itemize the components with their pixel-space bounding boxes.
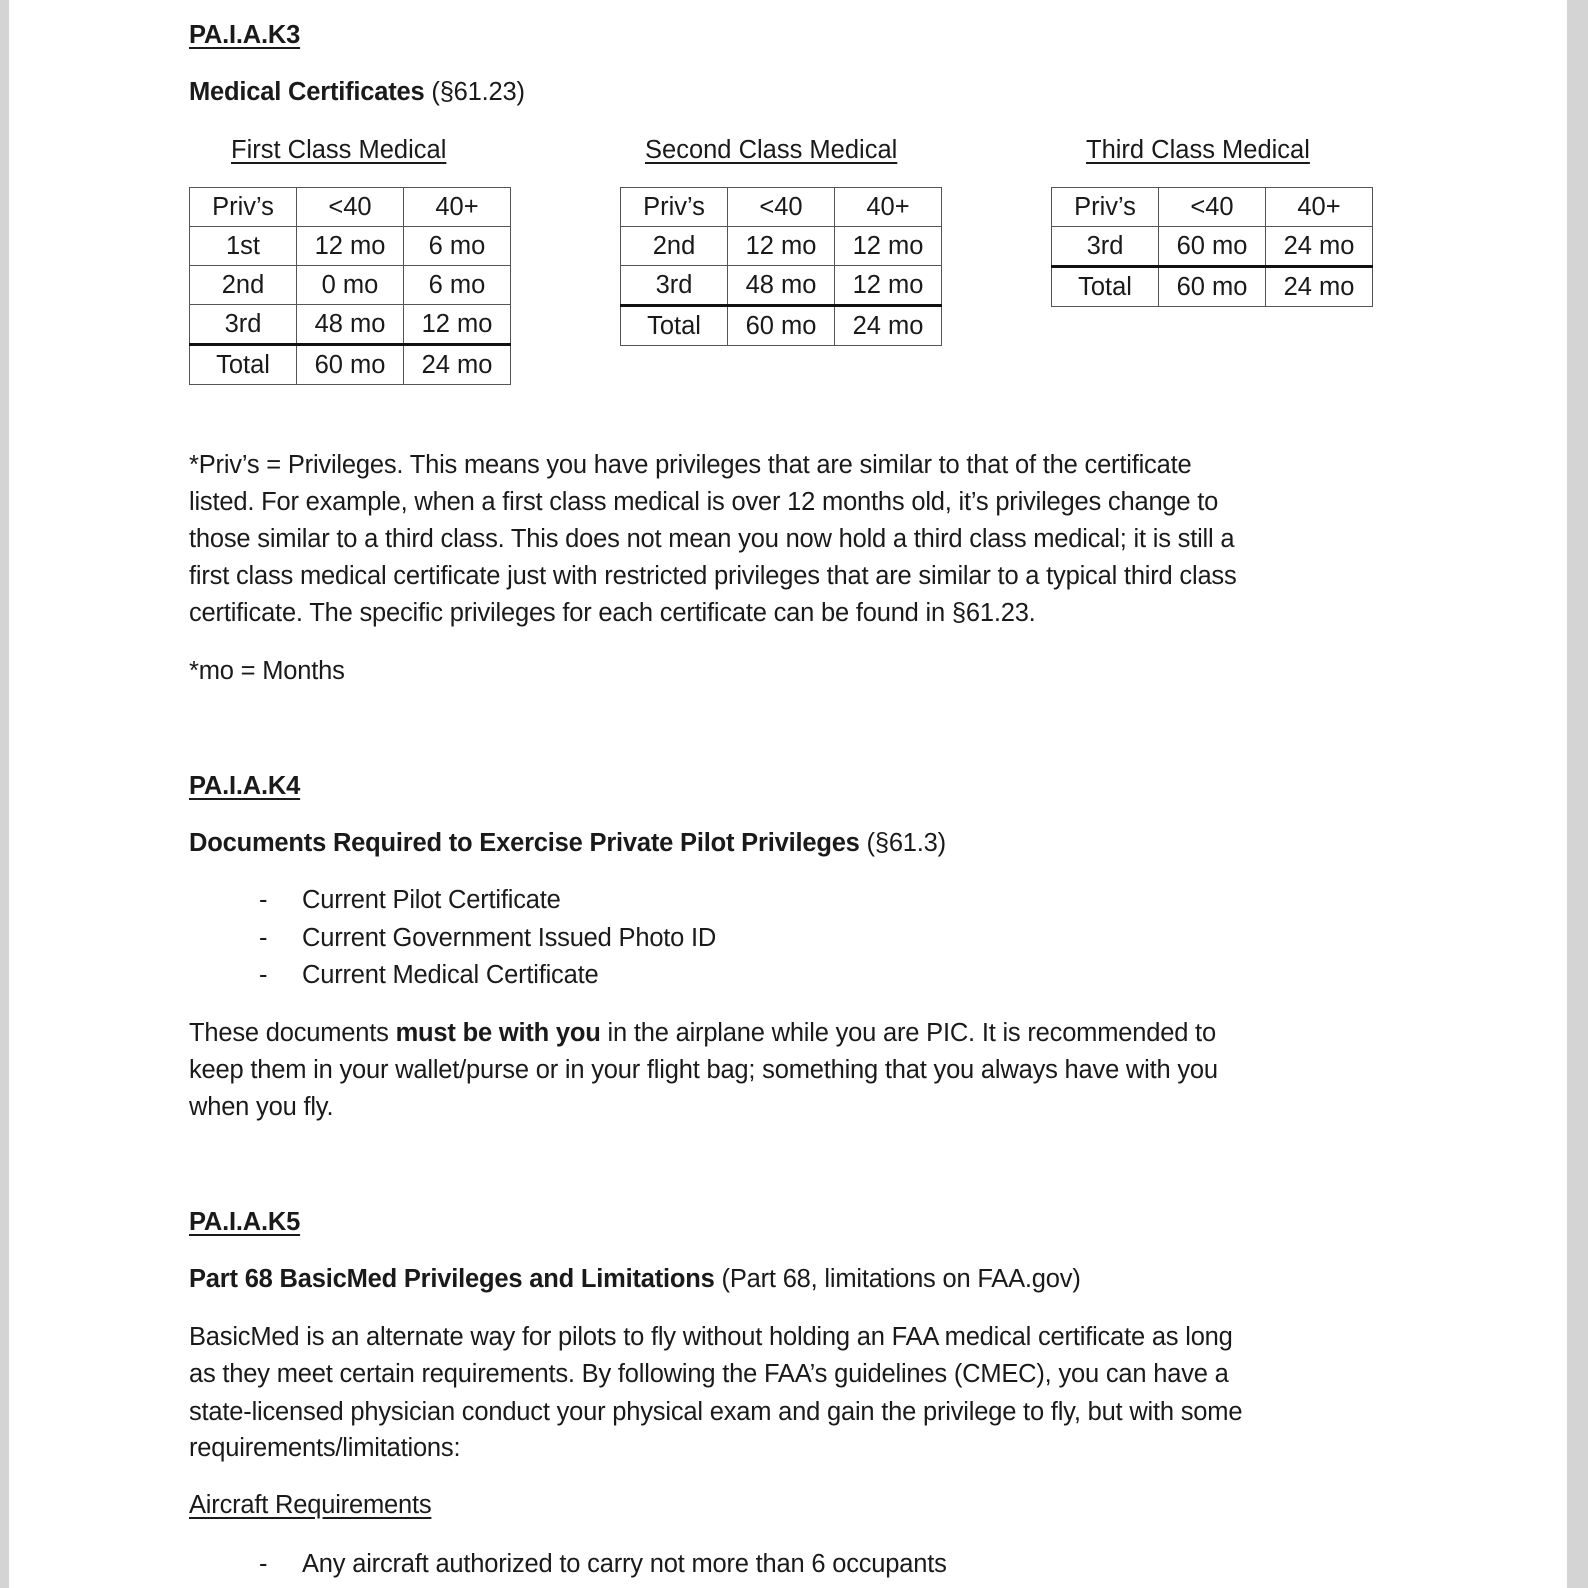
section-code-k3: PA.I.A.K3 xyxy=(189,21,301,49)
cell: 3rd xyxy=(1052,227,1159,267)
cell: 40+ xyxy=(404,188,511,227)
privileges-note-line: *Priv’s = Privileges. This means you have privileges that are similar to that of the certificate xyxy=(189,451,1192,479)
cell: Priv’s xyxy=(621,188,728,227)
list-item: Current Government Issued Photo ID xyxy=(302,924,717,952)
cell: 0 mo xyxy=(297,266,404,305)
table-header-row xyxy=(190,188,511,227)
table-total-row xyxy=(621,306,942,346)
cell: <40 xyxy=(297,188,404,227)
cell: 48 mo xyxy=(297,305,404,345)
list-item: Current Pilot Certificate xyxy=(302,886,561,914)
cell: 60 mo xyxy=(1159,267,1266,307)
first-class-medical-table xyxy=(189,187,511,385)
section-code-k5: PA.I.A.K5 xyxy=(189,1208,301,1236)
cell: Total xyxy=(1052,267,1159,307)
table-title-first-class: First Class Medical xyxy=(231,136,447,164)
second-class-medical-table xyxy=(620,187,942,346)
cell: 24 mo xyxy=(1266,267,1373,307)
cell: 2nd xyxy=(621,227,728,266)
cell: 60 mo xyxy=(1159,227,1266,267)
cell: 40+ xyxy=(1266,188,1373,227)
list-item: Any aircraft authorized to carry not more than 6 occupants xyxy=(302,1550,947,1578)
cell: Priv’s xyxy=(1052,188,1159,227)
bullet-marker: - xyxy=(259,924,268,952)
cell: 24 mo xyxy=(1266,227,1373,267)
privileges-note-line: those similar to a third class. This does not mean you now hold a third class medical; it is still a xyxy=(189,525,1235,553)
bullet-marker: - xyxy=(259,1550,268,1578)
table-row xyxy=(190,305,511,345)
cell: 60 mo xyxy=(297,345,404,385)
section-code-k4: PA.I.A.K4 xyxy=(189,772,301,800)
basicmed-paragraph-line: state-licensed physician conduct your physical exam and gain the privilege to fly, but with some xyxy=(189,1398,1243,1426)
third-class-medical-table xyxy=(1051,187,1373,307)
basicmed-paragraph-line: as they meet certain requirements. By following the FAA’s guidelines (CMEC), you can have a xyxy=(189,1360,1229,1388)
section-title-k3: Medical Certificates (§61.23) xyxy=(189,78,525,106)
cell: 40+ xyxy=(835,188,942,227)
privileges-note-line: listed. For example, when a first class medical is over 12 months old, it’s privileges change to xyxy=(189,488,1219,516)
cell: 12 mo xyxy=(728,227,835,266)
bullet-marker: - xyxy=(259,886,268,914)
section-title-k4: Documents Required to Exercise Private Pilot Privileges (§61.3) xyxy=(189,829,946,857)
privileges-note-line: first class medical certificate just with restricted privileges that are similar to a typical third class xyxy=(189,562,1237,590)
aircraft-requirements-heading: Aircraft Requirements xyxy=(189,1491,432,1519)
cell: 2nd xyxy=(190,266,297,305)
document-page xyxy=(9,0,1567,1588)
cell: Total xyxy=(621,306,728,346)
cell: Priv’s xyxy=(190,188,297,227)
table-row xyxy=(621,227,942,266)
cell: 24 mo xyxy=(404,345,511,385)
cell: Total xyxy=(190,345,297,385)
table-row xyxy=(190,227,511,266)
cell: 6 mo xyxy=(404,227,511,266)
cell: 24 mo xyxy=(835,306,942,346)
table-title-second-class: Second Class Medical xyxy=(645,136,898,164)
cell: 1st xyxy=(190,227,297,266)
cell: 6 mo xyxy=(404,266,511,305)
privileges-note-line: certificate. The specific privileges for each certificate can be found in §61.23. xyxy=(189,599,1036,627)
documents-paragraph-line: These documents must be with you in the airplane while you are PIC. It is recommended to xyxy=(189,1019,1216,1047)
bullet-marker: - xyxy=(259,961,268,989)
table-total-row xyxy=(190,345,511,385)
cell: 12 mo xyxy=(835,266,942,306)
cell: 12 mo xyxy=(835,227,942,266)
table-header-row xyxy=(621,188,942,227)
cell: 12 mo xyxy=(297,227,404,266)
months-note: *mo = Months xyxy=(189,657,345,685)
basicmed-paragraph-line: BasicMed is an alternate way for pilots to fly without holding an FAA medical certificate as long xyxy=(189,1323,1233,1351)
cell: <40 xyxy=(1159,188,1266,227)
documents-paragraph-line: keep them in your wallet/purse or in your flight bag; something that you always have with you xyxy=(189,1056,1218,1084)
cell: 3rd xyxy=(621,266,728,306)
table-total-row xyxy=(1052,267,1373,307)
basicmed-paragraph-line: requirements/limitations: xyxy=(189,1434,461,1462)
table-row xyxy=(190,266,511,305)
documents-paragraph-line: when you fly. xyxy=(189,1093,334,1121)
section-title-k5: Part 68 BasicMed Privileges and Limitations (Part 68, limitations on FAA.gov) xyxy=(189,1265,1081,1293)
table-row xyxy=(1052,227,1373,267)
table-header-row xyxy=(1052,188,1373,227)
cell: <40 xyxy=(728,188,835,227)
table-title-third-class: Third Class Medical xyxy=(1086,136,1310,164)
cell: 12 mo xyxy=(404,305,511,345)
table-row xyxy=(621,266,942,306)
cell: 3rd xyxy=(190,305,297,345)
cell: 48 mo xyxy=(728,266,835,306)
list-item: Current Medical Certificate xyxy=(302,961,599,989)
cell: 60 mo xyxy=(728,306,835,346)
